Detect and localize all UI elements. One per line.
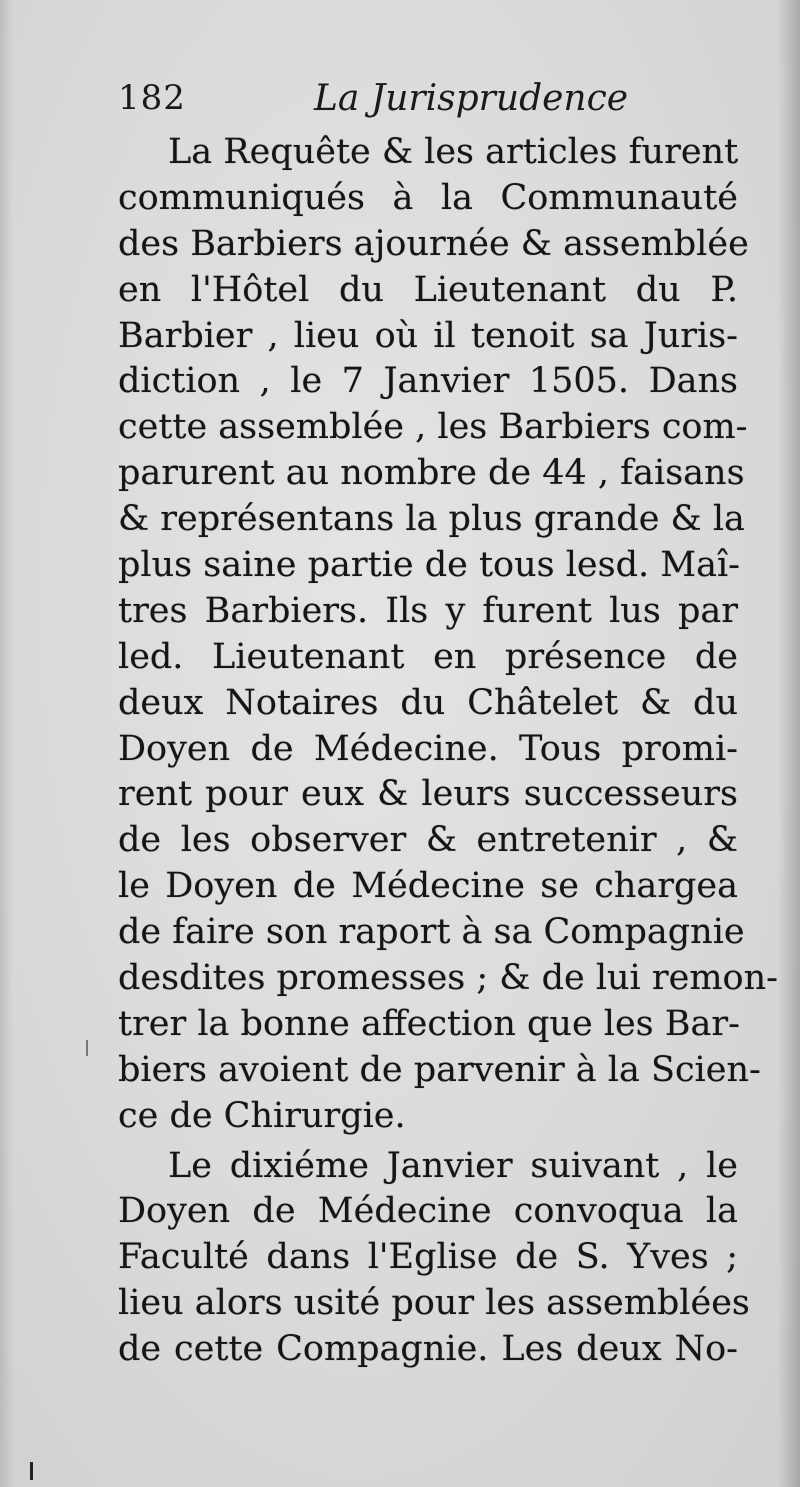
text-line: deux Notaires du Châtelet & du	[118, 682, 738, 723]
paragraph-2	[118, 1144, 750, 1373]
page-number: 182	[118, 78, 186, 118]
text-line: biers avoient de parvenir à la Scien-	[118, 1049, 761, 1090]
text-line: diction , le 7 Janvier 1505. Dans	[118, 361, 738, 402]
text-line: desdites promesses ; & de lui remon-	[118, 958, 778, 999]
page-edge-shadow-left	[0, 0, 14, 1487]
text-line: de les observer & entretenir , &	[118, 820, 738, 861]
text-line: Doyen de Médecine. Tous promi-	[118, 728, 738, 769]
text-line: led. Lieutenant en présence de	[118, 636, 738, 677]
paragraph-1	[118, 130, 778, 1140]
text-line: parurent au nombre de 44 , faisans	[118, 453, 745, 494]
text-line: rent pour eux & leurs successeurs	[118, 774, 738, 815]
text-line: plus saine partie de tous lesd. Maî-	[118, 545, 740, 586]
text-line: & représentans la plus grande & la	[118, 499, 745, 540]
ink-mark	[86, 1040, 88, 1056]
text-line: trer la bonne affection que les Bar-	[118, 1003, 740, 1044]
text-line: en l'Hôtel du Lieutenant du P.	[118, 269, 738, 310]
text-line: de faire son raport à sa Compagnie	[118, 912, 745, 953]
page-edge-shadow-right	[778, 0, 800, 1487]
text-line: Doyen de Médecine convoqua la	[118, 1191, 738, 1232]
text-line: de cette Compagnie. Les deux No-	[118, 1329, 738, 1370]
text-line: cette assemblée , les Barbiers com-	[118, 407, 748, 448]
text-line: La Requête & les articles furent	[168, 132, 739, 172]
text-line: des Barbiers ajournée & assemblée	[118, 223, 749, 264]
text-line: communiqués à la Communauté	[118, 177, 738, 218]
running-head	[118, 78, 638, 128]
text-line: Barbier , lieu où il tenoit sa Juris-	[118, 315, 738, 356]
text-line: tres Barbiers. Ils y furent lus par	[118, 590, 738, 631]
text-line: Faculté dans l'Eglise de S. Yves ;	[118, 1237, 738, 1278]
text-line: lieu alors usité pour les assemblées	[118, 1283, 750, 1324]
ink-mark	[30, 1462, 33, 1480]
text-line: ce de Chirurgie.	[118, 1095, 406, 1136]
body-text	[118, 130, 778, 1373]
text-line: le Doyen de Médecine se chargea	[118, 866, 738, 907]
running-title: La Jurisprudence	[314, 78, 629, 119]
text-line: Le dixiéme Janvier suivant , le	[168, 1145, 738, 1186]
